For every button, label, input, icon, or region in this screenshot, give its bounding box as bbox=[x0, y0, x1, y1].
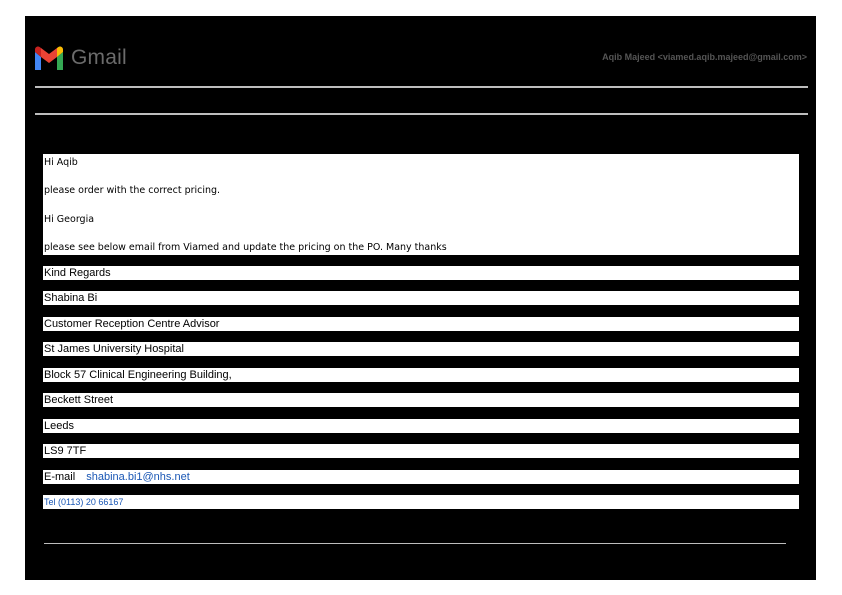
gmail-wordmark: Gmail bbox=[71, 46, 127, 69]
sender-address: Aqib Majeed <viamed.aqib.majeed@gmail.com> bbox=[602, 52, 807, 62]
subject-divider bbox=[35, 113, 808, 115]
pricing-request: please see below email from Viamed and update the pricing on the PO. Many thanks bbox=[44, 242, 447, 253]
sig-hospital: St James University Hospital bbox=[43, 342, 799, 356]
sig-regards: Kind Regards bbox=[43, 266, 799, 280]
sig-email-row bbox=[43, 470, 799, 484]
sig-email-link[interactable]: shabina.bi1@nhs.net bbox=[86, 471, 190, 483]
order-instruction: please order with the correct pricing. bbox=[44, 185, 221, 196]
sig-name: Shabina Bi bbox=[43, 291, 799, 305]
sig-role: Customer Reception Centre Advisor bbox=[43, 317, 799, 331]
sig-street: Beckett Street bbox=[43, 393, 799, 407]
greeting-aqib: Hi Aqib bbox=[44, 157, 78, 168]
header-divider bbox=[35, 86, 808, 88]
greeting-georgia: Hi Georgia bbox=[44, 214, 95, 225]
sig-city: Leeds bbox=[43, 419, 799, 433]
sig-postcode: LS9 7TF bbox=[43, 444, 799, 458]
message-body bbox=[43, 154, 799, 255]
gmail-logo bbox=[33, 45, 127, 71]
gmail-icon bbox=[33, 46, 65, 70]
footer-divider bbox=[44, 543, 786, 544]
sig-building: Block 57 Clinical Engineering Building, bbox=[43, 368, 799, 382]
sig-telephone[interactable]: Tel (0113) 20 66167 bbox=[43, 495, 799, 509]
sig-email-label: E-mail bbox=[44, 471, 76, 483]
